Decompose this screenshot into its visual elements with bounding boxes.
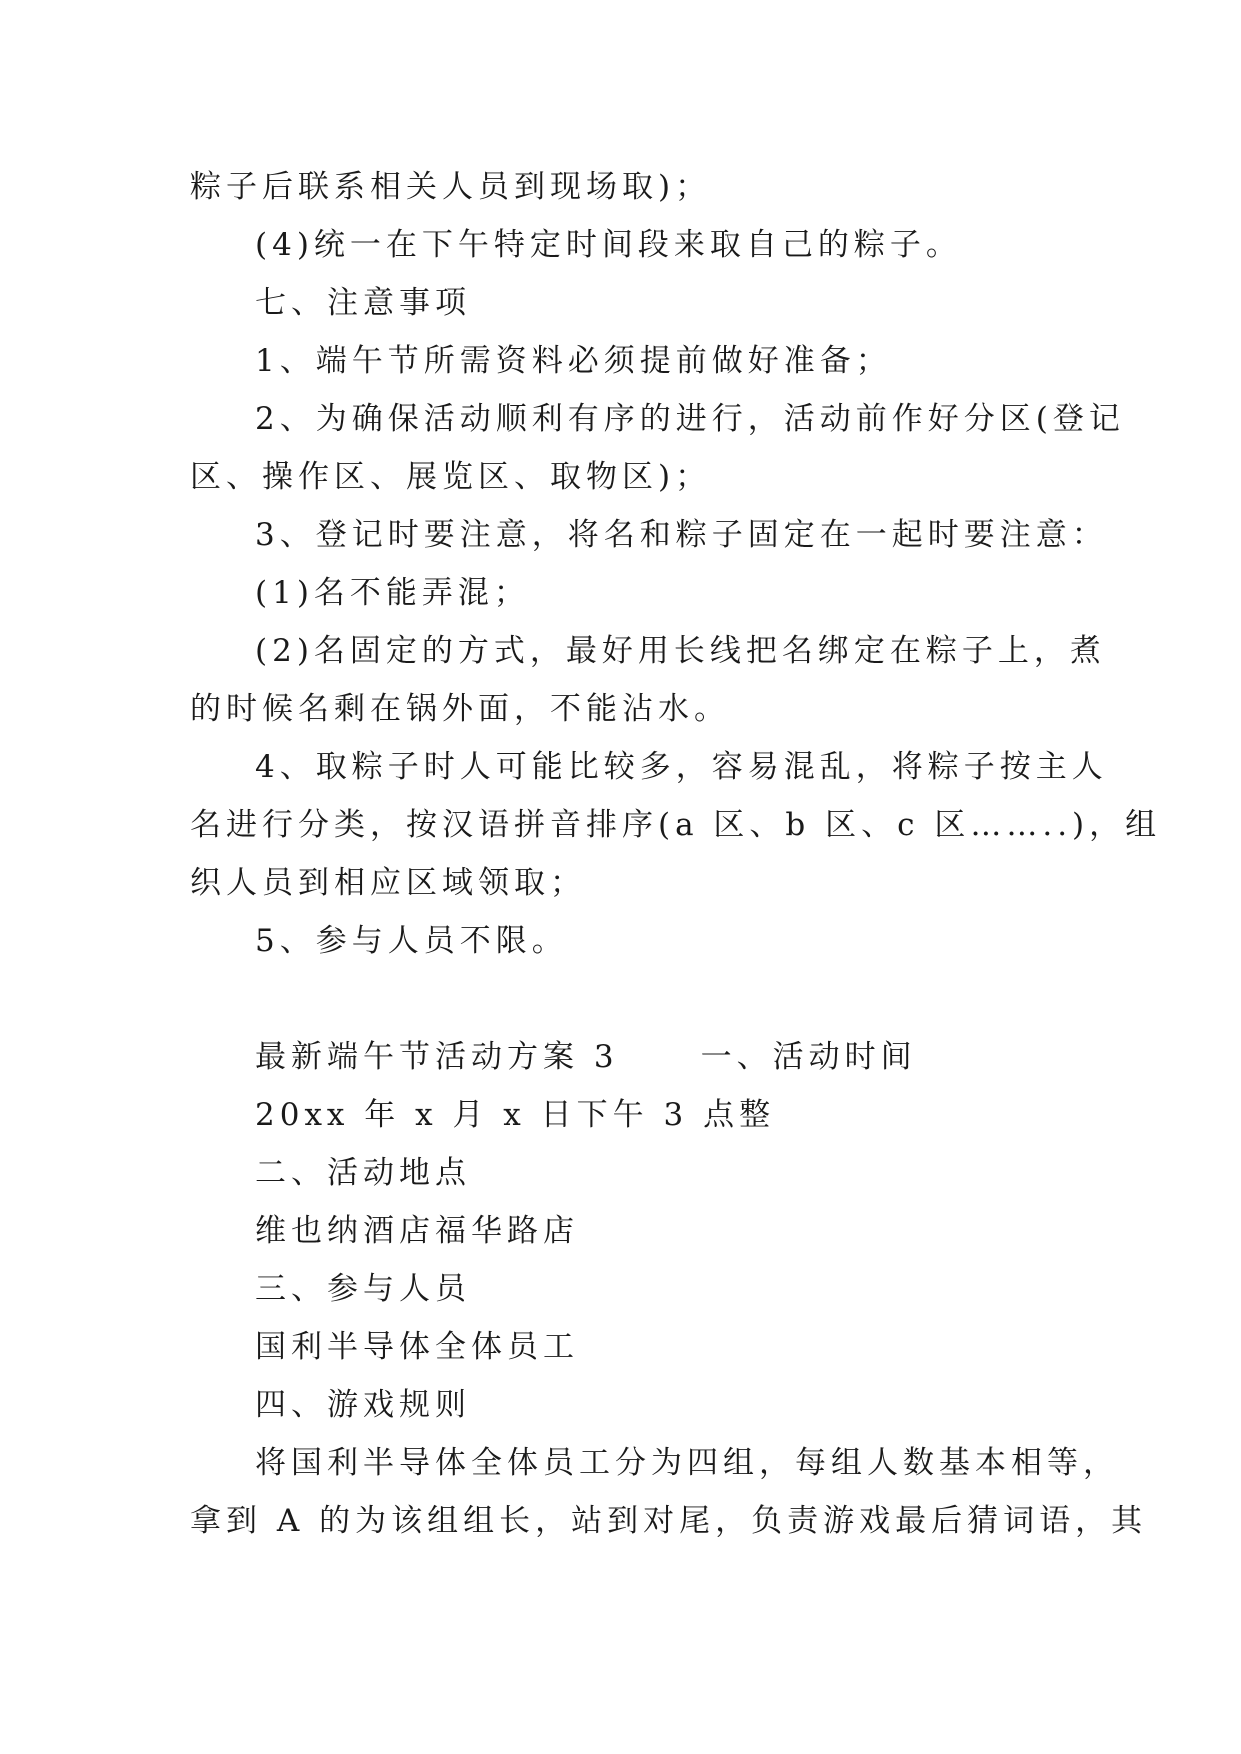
text-line: 国利半导体全体员工	[255, 1329, 579, 1365]
text-line: 织人员到相应区域领取；	[190, 865, 586, 901]
text-line: 4、取粽子时人可能比较多，容易混乱，将粽子按主人	[255, 749, 1108, 785]
section-heading: 二、活动地点	[255, 1155, 471, 1191]
text-line: 拿到 A 的为该组组长，站到对尾，负责游戏最后猜词语，其	[190, 1503, 1148, 1539]
text-line: (1)名不能弄混；	[255, 575, 530, 611]
text-line: 将国利半导体全体员工分为四组，每组人数基本相等，	[255, 1445, 1119, 1481]
doc-heading-row	[255, 1037, 917, 1077]
document-title: 最新端午节活动方案 3	[255, 1039, 619, 1075]
text-line: (4)统一在下午特定时间段来取自己的粽子。	[255, 227, 962, 263]
section-heading: 一、活动时间	[700, 1039, 917, 1075]
text-line: 名进行分类，按汉语拼音排序(a 区、b 区、c 区……..)，组	[190, 807, 1162, 843]
text-line: 区、操作区、展览区、取物区)；	[190, 459, 712, 495]
text-line: 的时候名剩在锅外面，不能沾水。	[190, 691, 730, 727]
text-line: 粽子后联系相关人员到现场取)；	[190, 169, 712, 205]
text-line: 2、为确保活动顺利有序的进行，活动前作好分区(登记	[255, 401, 1125, 437]
text-line: 维也纳酒店福华路店	[255, 1213, 579, 1249]
text-line: 3、登记时要注意，将名和粽子固定在一起时要注意：	[255, 517, 1108, 553]
section-heading: 四、游戏规则	[255, 1387, 471, 1423]
text-line: 20xx 年 x 月 x 日下午 3 点整	[255, 1097, 776, 1133]
text-line: 5、参与人员不限。	[255, 923, 568, 959]
section-heading: 七、注意事项	[255, 285, 471, 321]
text-line: 1、端午节所需资料必须提前做好准备；	[255, 343, 892, 379]
text-line: (2)名固定的方式，最好用长线把名绑定在粽子上，煮	[255, 633, 1106, 669]
section-heading: 三、参与人员	[255, 1271, 471, 1307]
